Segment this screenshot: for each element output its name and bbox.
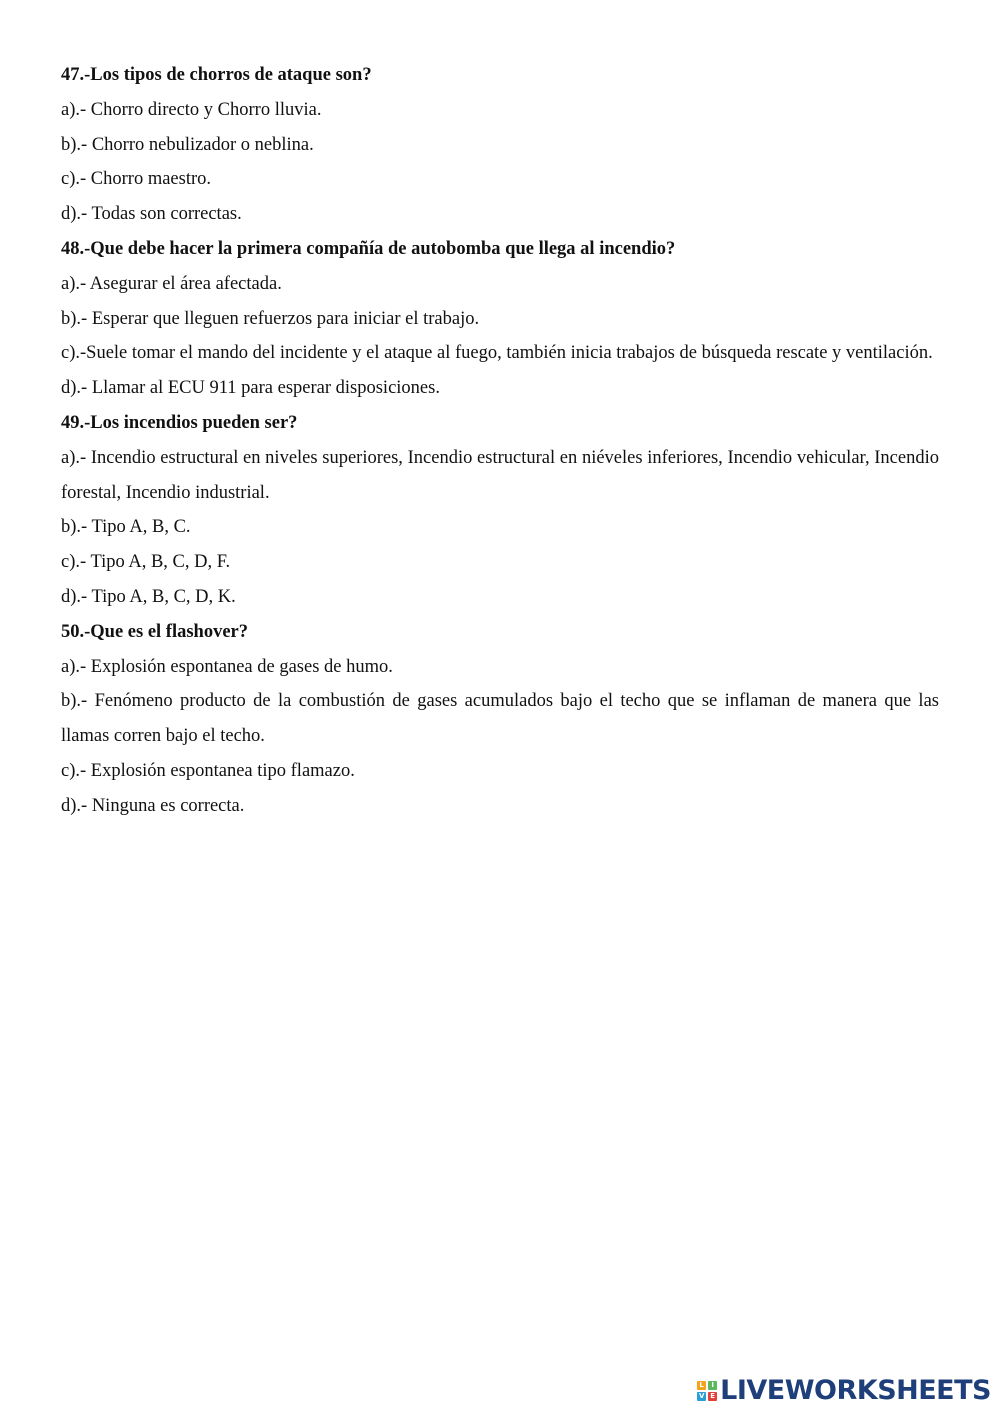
worksheet-page: [61, 58, 939, 824]
liveworksheets-mark-icon: [697, 1381, 717, 1401]
question-49: [61, 406, 939, 615]
logo-letter: E: [708, 1392, 717, 1401]
question-50: [61, 615, 939, 824]
answer-option[interactable]: d).- Tipo A, B, C, D, K.: [61, 586, 236, 607]
answer-option[interactable]: a).- Incendio estructural en niveles superiores, Incendio estructural en niéveles inferiores, Incendio vehicular, Incendio forestal, Incendio industrial.: [61, 447, 939, 503]
answer-option[interactable]: b).- Esperar que lleguen refuerzos para iniciar el trabajo.: [61, 308, 480, 329]
answer-option[interactable]: c).- Tipo A, B, C, D, F.: [61, 552, 231, 573]
logo-letter: I: [708, 1381, 717, 1390]
logo-letter: L: [697, 1381, 706, 1390]
answer-option[interactable]: b).- Fenómeno producto de la combustión de gases acumulados bajo el techo que se inflaman de manera que las llamas corren bajo el techo.: [61, 691, 939, 747]
answer-option[interactable]: c).- Chorro maestro.: [61, 169, 212, 190]
question-title: 49.-Los incendios pueden ser?: [61, 412, 298, 433]
question-48: [61, 232, 939, 406]
liveworksheets-logo: [697, 1373, 991, 1409]
answer-option[interactable]: a).- Explosión espontanea de gases de humo.: [61, 656, 393, 677]
brand-name: LIVEWORKSHEETS: [720, 1375, 991, 1406]
logo-letter: V: [698, 1392, 705, 1400]
question-47: [61, 58, 939, 232]
answer-option[interactable]: c).-Suele tomar el mando del incidente y el ataque al fuego, también inicia trabajos de búsqueda rescate y ventilación.: [61, 343, 933, 364]
question-title: 47.-Los tipos de chorros de ataque son?: [61, 65, 372, 85]
answer-option[interactable]: a).- Asegurar el área afectada.: [61, 273, 282, 294]
answer-option[interactable]: b).- Tipo A, B, C.: [61, 517, 191, 538]
answer-option[interactable]: d).- Llamar al ECU 911 para esperar disposiciones.: [61, 378, 440, 399]
question-title: 50.-Que es el flashover?: [61, 621, 249, 642]
answer-option[interactable]: d).- Todas son correctas.: [61, 204, 242, 225]
answer-option[interactable]: a).- Chorro directo y Chorro lluvia.: [61, 99, 322, 120]
answer-option[interactable]: c).- Explosión espontanea tipo flamazo.: [61, 760, 355, 781]
question-title: 48.-Que debe hacer la primera compañía de autobomba que llega al incendio?: [61, 238, 676, 259]
answer-option[interactable]: d).- Ninguna es correcta.: [61, 795, 245, 816]
answer-option[interactable]: b).- Chorro nebulizador o neblina.: [61, 134, 314, 155]
